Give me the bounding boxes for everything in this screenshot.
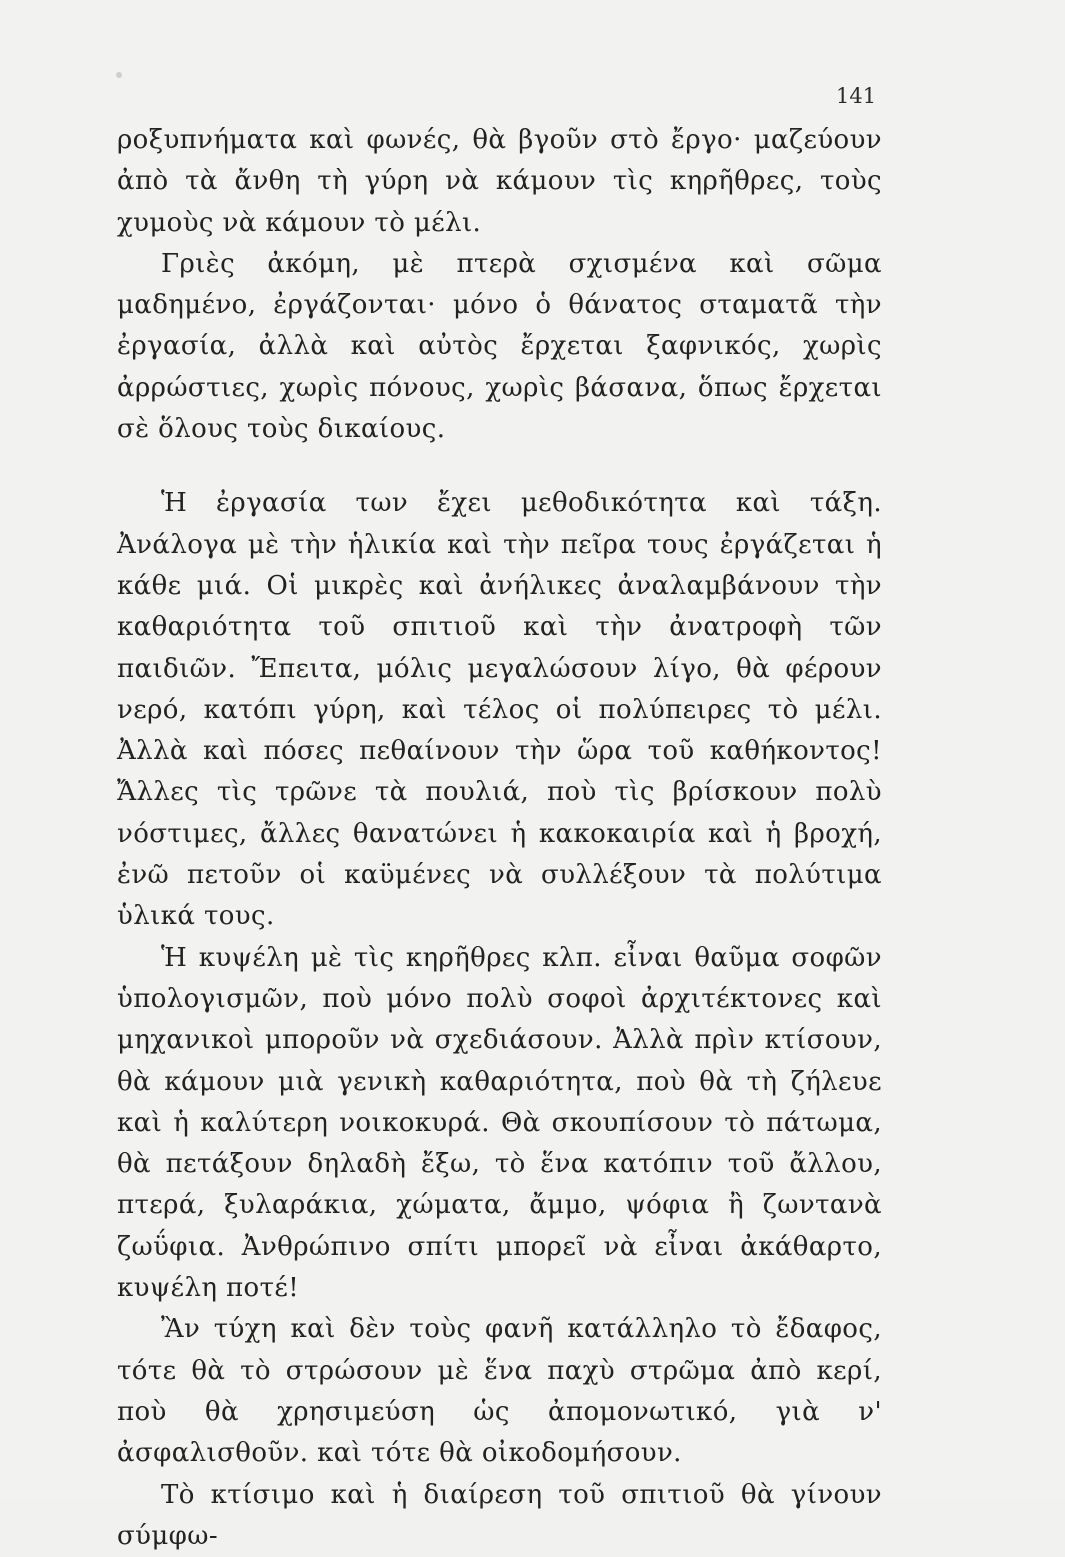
page-number: 141 (836, 84, 876, 108)
paragraph-2: Γριὲς ἀκόμη, μὲ πτερὰ σχισμένα καὶ σῶμα μαδημένο, ἐργάζονται· μόνο ὁ θάνατος σταματᾶ τὴν ἐργασία, ἀλλὰ καὶ αὐτὸς ἔρχεται ξαφνικός, χωρὶς ἀρρώστιες, χωρὶς πόνους, χωρὶς βάσανα, ὅπως ἔρχεται σὲ ὅλους τοὺς δικαίους. (117, 244, 882, 450)
paragraph-5: Ἂν τύχη καὶ δὲν τοὺς φανῆ κατάλληλο τὸ ἔδαφος, τότε θὰ τὸ στρώσουν μὲ ἕνα παχὺ στρῶμα ἀπὸ κερί, ποὺ θὰ χρησιμεύση ὡς ἀπομονωτικό, γιὰ ν' ἀσφαλισθοῦν. καὶ τότε θὰ οἰκοδομήσουν. (117, 1309, 882, 1474)
paragraph-6: Τὸ κτίσιμο καὶ ἡ διαίρεση τοῦ σπιτιοῦ θὰ γίνουν σύμφω- (117, 1475, 882, 1557)
paragraph-3: Ἡ ἐργασία των ἔχει μεθοδικότητα καὶ τάξη. Ἀνάλογα μὲ τὴν ἡλικία καὶ τὴν πεῖρα τους ἐργάζεται ἡ κάθε μιά. Οἱ μικρὲς καὶ ἀνήλικες ἀναλαμβάνουν τὴν καθαριότητα τοῦ σπιτιοῦ καὶ τὴν ἀνατροφὴ τῶν παιδιῶν. Ἔπειτα, μόλις μεγαλώσουν λίγο, θὰ φέρουν νερό, κατόπι γύρη, καὶ τέλος οἱ πολύπειρες τὸ μέλι. Ἀλλὰ καὶ πόσες πεθαίνουν τὴν ὥρα τοῦ καθήκοντος! Ἄλλες τὶς τρῶνε τὰ πουλιά, ποὺ τὶς βρίσκουν πολὺ νόστιμες, ἄλλες θανατώνει ἡ κακοκαιρία καὶ ἡ βροχή, ἐνῶ πετοῦν οἱ καϋμένες νὰ συλλέξουν τὰ πολύτιμα ὑλικά τους. (117, 483, 882, 937)
body-text (117, 120, 882, 1557)
ink-speck (116, 72, 122, 78)
paragraph-gap (117, 450, 882, 483)
paragraph-1: ροξυπνήματα καὶ φωνές, θὰ βγοῦν στὸ ἔργο· μαζεύουν ἀπὸ τὰ ἄνθη τὴ γύρη νὰ κάμουν τὶς κηρῆθρες, τοὺς χυμοὺς νὰ κάμουν τὸ μέλι. (117, 120, 882, 244)
paragraph-4: Ἡ κυψέλη μὲ τὶς κηρῆθρες κλπ. εἶναι θαῦμα σοφῶν ὑπολογισμῶν, ποὺ μόνο πολὺ σοφοὶ ἀρχιτέκτονες καὶ μηχανικοὶ μποροῦν νὰ σχεδιάσουν. Ἀλλὰ πρὶν κτίσουν, θὰ κάμουν μιὰ γενικὴ καθαριότητα, ποὺ θὰ τὴ ζήλευε καὶ ἡ καλύτερη νοικοκυρά. Θὰ σκουπίσουν τὸ πάτωμα, θὰ πετάξουν δηλαδὴ ἔξω, τὸ ἕνα κατόπιν τοῦ ἄλλου, πτερά, ξυλαράκια, χώματα, ἄμμο, ψόφια ἢ ζωντανὰ ζωΰφια. Ἀνθρώπινο σπίτι μπορεῖ νὰ εἶναι ἀκάθαρτο, κυψέλη ποτέ! (117, 938, 882, 1310)
